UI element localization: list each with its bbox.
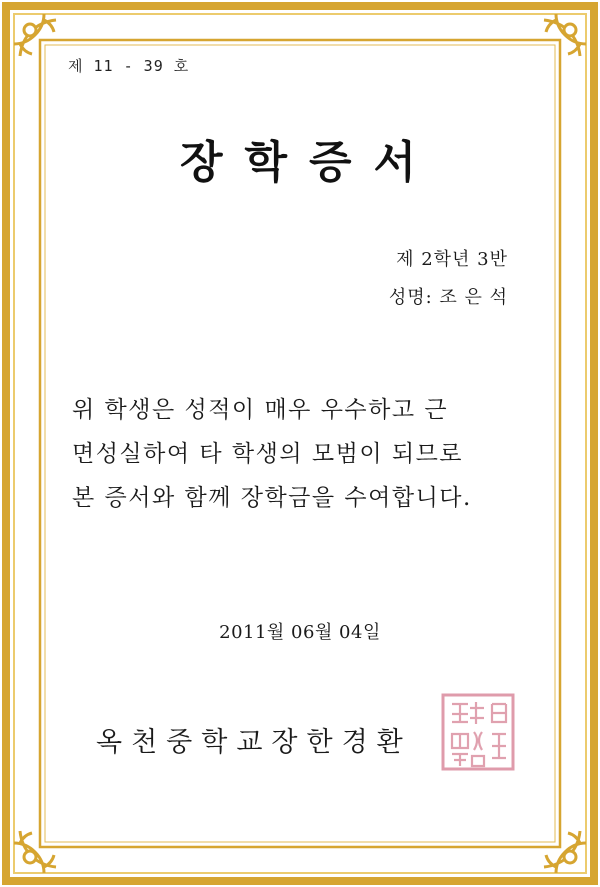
corner-ornament-top-right-icon [544,14,586,56]
body-line: 위 학생은 성적이 매우 우수하고 근 [72,397,449,423]
certificate-title: 장학증서 [179,137,438,188]
body-line: 본 증서와 함께 장학금을 수여합니다. [72,485,472,511]
certificate-body [72,388,532,520]
student-name: 성명: 조 은 석 [388,287,508,308]
official-seal-icon [440,692,516,772]
issue-date: 2011월 06월 04일 [219,622,381,643]
issuer-last-char: 환 [376,727,412,758]
certificate-number: 제 11 - 39 호 [68,57,190,75]
corner-ornament-bottom-left-icon [14,831,56,873]
issuer-name [96,720,412,759]
corner-ornament-bottom-right-icon [544,831,586,873]
corner-ornament-top-left-icon [14,14,56,56]
issuer-title: 옥천중학교장한경 [96,727,377,758]
student-grade-class: 제 2학년 3반 [396,249,508,270]
body-line: 면성실하여 타 학생의 모범이 되므로 [72,441,464,467]
